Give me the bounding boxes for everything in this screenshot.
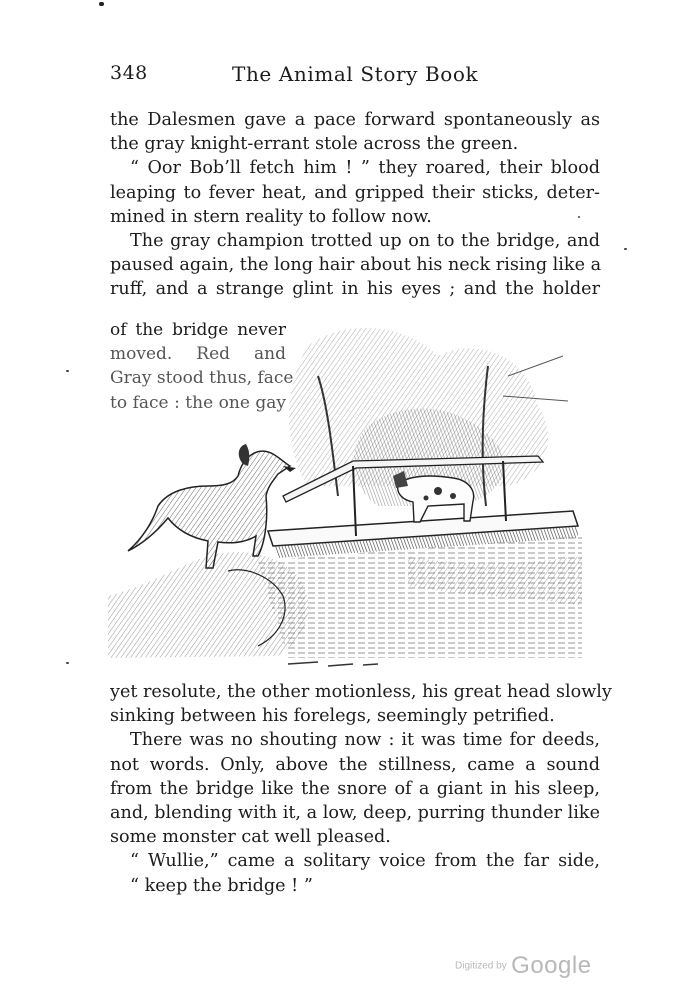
page-header bbox=[110, 62, 600, 92]
text-line: to face : the one gay bbox=[110, 392, 286, 413]
text-line: mined in stern reality to follow now. bbox=[110, 206, 432, 227]
google-wordmark: Google bbox=[511, 952, 592, 979]
text-line: paused again, the long hair about his neck rising like a bbox=[110, 255, 602, 276]
text-line: The gray champion trotted up on to the bridge, and bbox=[130, 230, 600, 251]
digitized-watermark bbox=[455, 952, 592, 980]
ink-speck-left bbox=[66, 370, 69, 372]
page-number: 348 bbox=[110, 62, 148, 84]
text-line: some monster cat well pleased. bbox=[110, 827, 391, 848]
text-line: There was no shouting now : it was time for deeds, bbox=[130, 730, 600, 751]
text-line: yet resolute, the other motionless, his great head slowly bbox=[110, 682, 612, 702]
text-line: the gray knight-errant stole across the green. bbox=[110, 134, 519, 155]
illustration-bottom-marks bbox=[288, 662, 378, 666]
gray-dog bbox=[128, 444, 296, 568]
text-line: “ Oor Bob’ll fetch him ! ” they roared, their blood bbox=[130, 158, 600, 179]
text-line: Gray stood thus, face bbox=[110, 368, 294, 389]
ink-speck-top bbox=[99, 2, 104, 6]
body-text-beside-illustration bbox=[110, 318, 294, 415]
ink-speck-right bbox=[624, 248, 627, 250]
text-line: sinking between his forelegs, seemingly petrified. bbox=[110, 706, 555, 727]
body-text-top bbox=[110, 108, 600, 302]
text-line: not words. Only, above the stillness, came a sound bbox=[110, 754, 600, 775]
body-text-bottom bbox=[110, 680, 612, 898]
digitized-by-label: Digitized by bbox=[455, 960, 507, 972]
text-line: the Dalesmen gave a pace forward spontaneously as bbox=[110, 110, 600, 130]
text-line: ruff, and a strange glint in his eyes ; and the holder bbox=[110, 279, 600, 300]
text-line: “ keep the bridge ! ” bbox=[130, 875, 313, 896]
running-title: The Animal Story Book bbox=[232, 62, 479, 86]
text-line: of the bridge never bbox=[110, 320, 286, 340]
text-line: leaping to fever heat, and gripped their sticks, deter- bbox=[110, 182, 600, 203]
text-line: moved. Red and bbox=[110, 344, 286, 365]
ink-speck-left-2 bbox=[66, 662, 69, 664]
text-line: from the bridge like the snore of a giant in his sleep, bbox=[110, 778, 600, 799]
text-line: “ Wullie,” came a solitary voice from the far side, bbox=[130, 851, 600, 872]
text-line: and, blending with it, a low, deep, purring thunder like bbox=[110, 802, 600, 823]
